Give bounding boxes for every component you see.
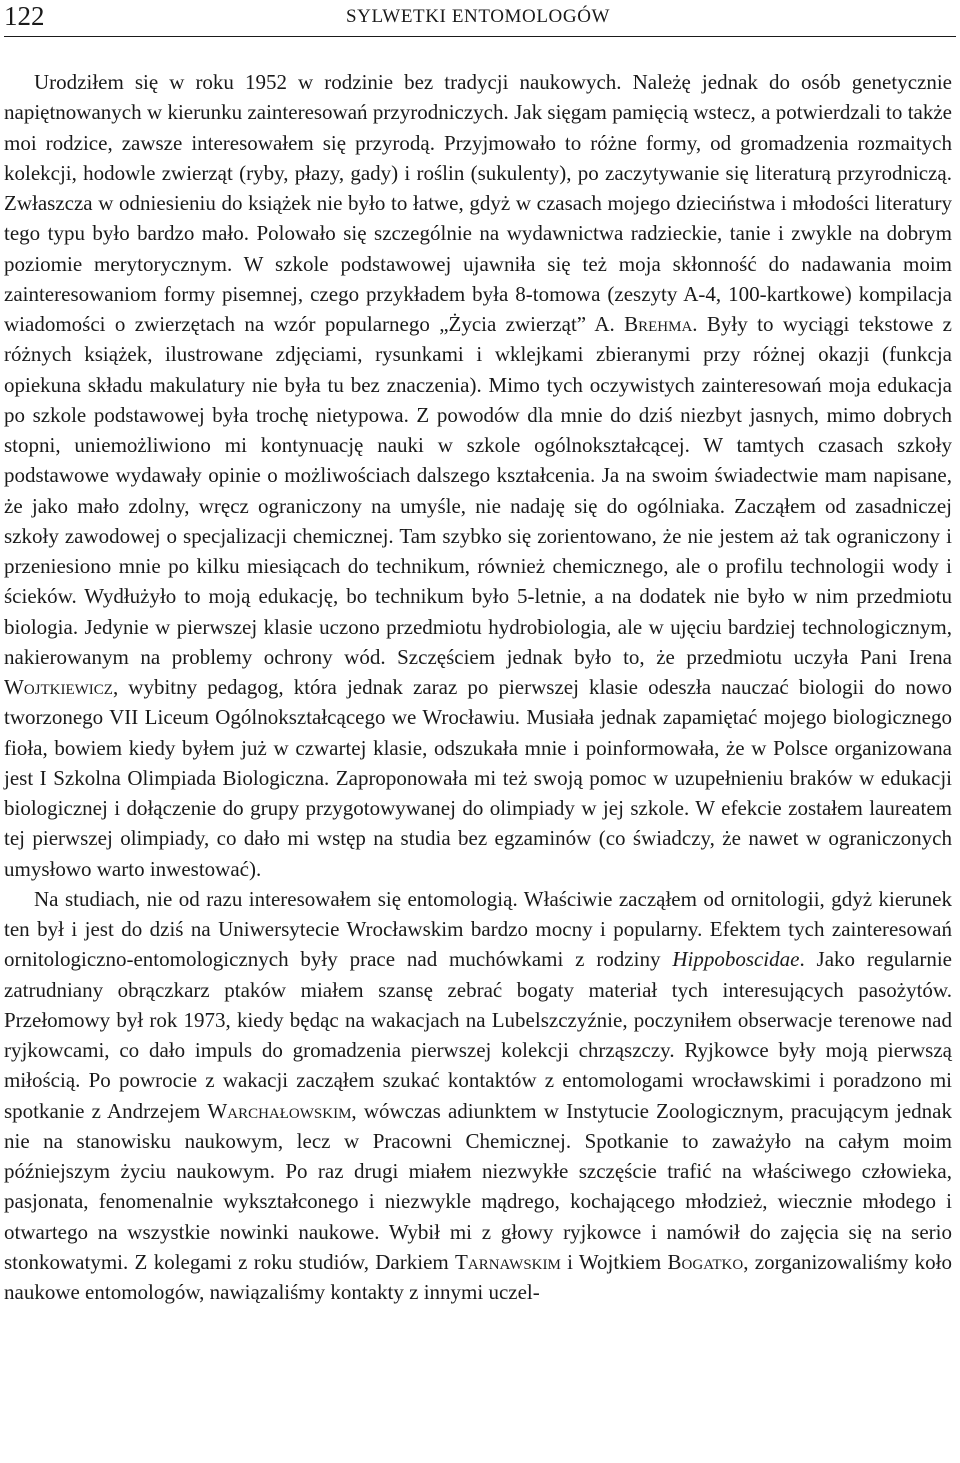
running-title: SYLWETKI ENTOMOLOGÓW xyxy=(346,6,611,27)
text-run: , zorganizowaliśmy koło naukowe entomologów, nawiązaliśmy kontakty z innymi uczel- xyxy=(4,1249,952,1304)
running-header xyxy=(4,0,956,36)
author-surname: Bogatko xyxy=(667,1249,744,1274)
text-run: , wybitny pedagog, która jednak zaraz po pierwszej klasie odeszła nauczać biologii do nowo tworzonego VII Liceum Ogólnokształcącego we Wrocławiu. Musiała jednak zapamiętać mojego biologicznego fioła, bowiem kiedy byłem już w czwartej klasie, odszukała mnie i poinformowała, że w Polsce organizowana jest I Szkolna Olimpiada Biologiczna. Zaproponowała mi też swoją pomoc w uzupełnieniu braków w edukacji biologicznej i dołączenie do grupy przygotowywanej do olimpiady w jej szkole. W efekcie zostałem laureatem tej pierwszej olimpiady, co dało mi wstęp na studia bez egzaminów (co świadczy, że nawet w ograniczonych umysłowo warto inwestować). xyxy=(4,675,952,881)
body-text xyxy=(4,67,952,1307)
text-run: Na studiach, nie od razu interesowałem się entomologią. Właściwie zacząłem od ornitologii, gdyż kierunek ten był i jest do dziś na Uniwersytecie Wrocławskim bardzo mocny i popularny. Efektem tych zainteresowań ornitologiczno-entomologicznych były prace nad muchówkami z rodziny xyxy=(4,886,952,972)
paragraph xyxy=(4,67,952,884)
text-run: i Wojtkiem xyxy=(560,1249,668,1274)
text-run: , wówczas adiunktem w Instytucie Zoologicznym, pracującym jednak nie na stanowisku naukowym, lecz w Pracowni Chemicznej. Spotkanie to zaważyło na całym moim późniejszym życiu naukowym. Po raz drugi miałem niezwykłe szczęście trafić na właściwego człowieka, pasjonata, fenomenalnie wykształconego i niezwykle mądrego, kochającego młodzież, wiecznie młodego i otwartego na wszystkie nowinki naukowe. Wybił mi z głowy ryjkowce i namówił do zajęcia się na serio stonkowatymi. Z kolegami z roku studiów, Darkiem xyxy=(4,1098,953,1274)
taxon-name: Hippoboscidae xyxy=(672,947,800,972)
paragraph xyxy=(4,884,952,1308)
author-surname: Brehma xyxy=(624,312,693,336)
text-run: . Były to wyciągi tekstowe z różnych książek, ilustrowane zdjęciami, rysunkami i wklejkami zbieranymi przy różnej okazji (funkcja opiekuna składu makulatury nie była tu bez znaczenia). Mimo tych oczywistych zainteresowań moja edukacja po szkole podstawowej była trochę nietypowa. Z powodów dla mnie do dziś niezbyt jasnych, mimo dobrych stopni, uniemożliwiono mi kontynuację nauki w szkole ogólnokształcącej. W tamtych czasach szkoły podstawowe wydawały opinie o możliwościach dalszego kształcenia. Ja na swoim świadectwie mam napisane, że jako mało zdolny, wręcz ograniczony na umyśle, nie nadaję się do ogólniaka. Zacząłem od zasadniczej szkoły zawodowej o specjalizacji chemicznej. Tam szybko się zorientowano, że nie jestem aż tak ograniczony i przeniesiono mnie po kilku miesiącach do technikum, również chemicznego, ale o profilu technologii wody i ścieków. Wydłużyło to moją edukację, bo technikum było 5-letnie, a na dodatek nie było w nim przedmiotu biologia. Jedynie w pierwszej klasie uczono przedmiotu hydrobiologia, ale w ujęciu bardziej technologicznym, nakierowanym na problemy ochrony wód. Szczęściem jednak było to, że przedmiotu uczyła Pani Irena xyxy=(4,312,952,669)
author-surname: Wojtkiewicz xyxy=(4,675,113,699)
header-rule xyxy=(4,36,956,37)
author-surname: Warchałowskim xyxy=(207,1098,352,1123)
page-number: 122 xyxy=(4,1,45,31)
text-run: . Jako regularnie zatrudniany obrączkarz ptaków miałem szansę zebrać bogaty materiał tych interesujących pasożytów. Przełomowy był rok 1973, kiedy będąc na wakacjach na Lubelszczyźnie, poczyniłem obserwacje terenowe nad ryjkowcami, co dało impuls do gromadzenia pierwszej kolekcji chrząszczy. Ryjkowce były moją pierwszą miłością. Po powrocie z wakacji zacząłem szukać kontaktów z entomologami wrocławskimi i poradzono mi spotkanie z Andrzejem xyxy=(4,947,952,1123)
author-surname: Tarnawskim xyxy=(455,1249,561,1274)
text-run: Urodziłem się w roku 1952 w rodzinie bez tradycji naukowych. Należę jednak do osób genetycznie napiętnowanych w kierunku zainteresowań przyrodniczych. Jak sięgam pamięcią wstecz, a potwierdzali to także moi rodzice, zawsze interesowałem się przyrodą. Przyjmowało to różne formy, od gromadzenia rozmaitych kolekcji, hodowle zwierząt (ryby, płazy, gady) i roślin (sukulenty), po zaczytywanie się literaturą przyrodniczą. Zwłaszcza w odniesieniu do książek nie było to łatwe, gdyż w czasach mojego dzieciństwa i młodości literatury tego typu było bardzo mało. Polowało się szczególnie na wydawnictwa radzieckie, tanie i zwykle na dobrym poziomie merytorycznym. W szkole podstawowej ujawniła się też moja skłonność do nadawania moim zainteresowaniom formy pisemnej, czego przykładem była 8-tomowa (zeszyty A-4, 100-kartkowe) kompilacja wiadomości o zwierzętach na wzór popularnego „Życia zwierząt” A. xyxy=(4,70,952,336)
